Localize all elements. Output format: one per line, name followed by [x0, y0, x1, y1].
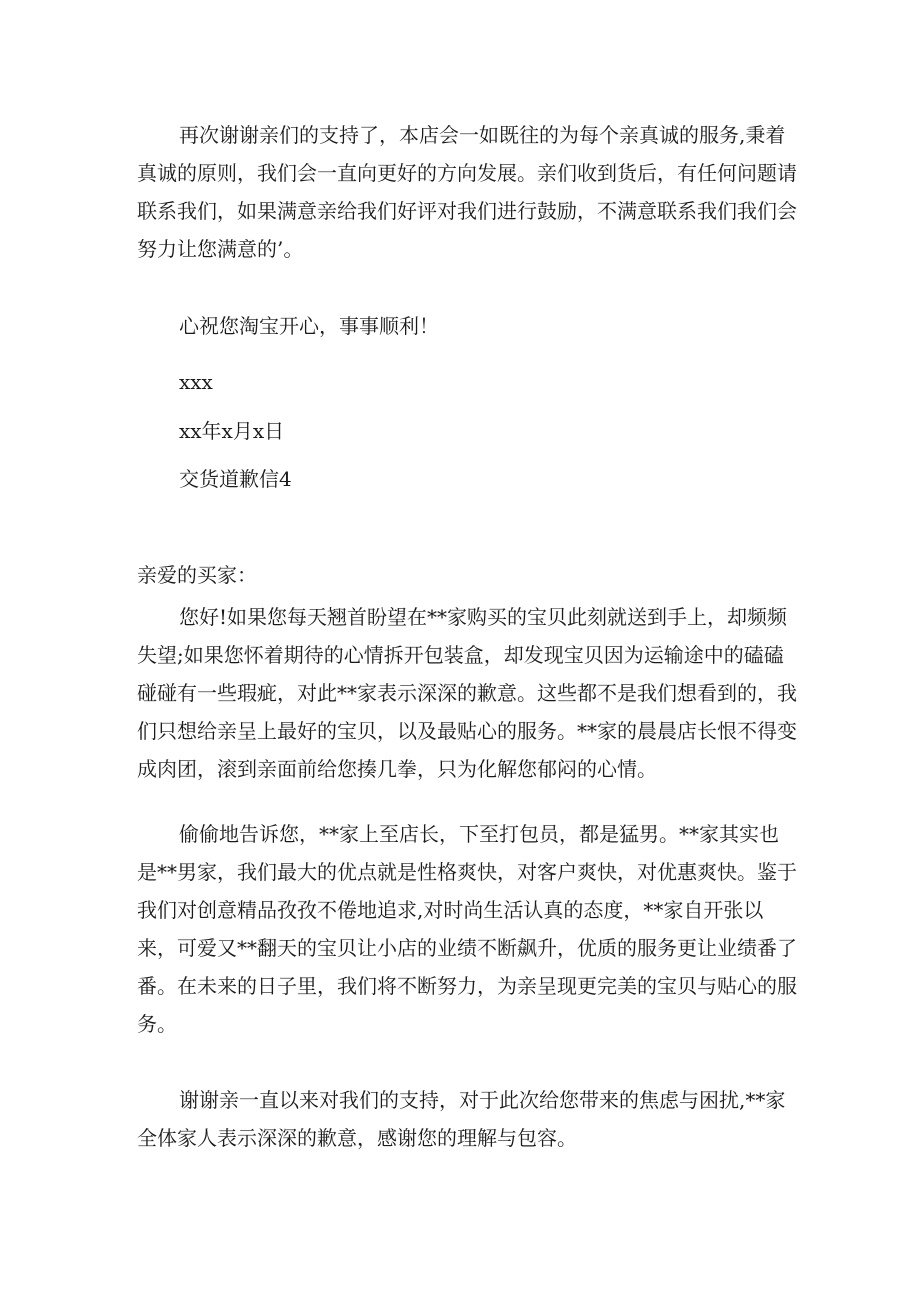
- paragraph-apology: 您好!如果您每天翘首盼望在**家购买的宝贝此刻就送到手上，却频频失望;如果您怀着期待的心情拆开包装盒，却发现宝贝因为运输途中的磕磕碰碰有一些瑕疵，对此**家表示深深的歉意。这些都不是我们想看到的，我们只想给亲呈上最好的宝贝，以及最贴心的服务。**家的晨晨店长恨不得变成肉团，滚到亲面前给您揍几拳，只为化解您郁闷的心情。: [137, 605, 797, 781]
- letter-greeting: 亲爱的买家：: [137, 563, 257, 587]
- paragraph-closing: 谢谢亲一直以来对我们的支持，对于此次给您带来的焦虑与困扰,**家全体家人表示深深的歉意，感谢您的理解与包容。: [137, 1088, 786, 1150]
- section-title: 交货道歉信4: [179, 467, 292, 491]
- paragraph-thanks: 再次谢谢亲们的支持了，本店会一如既往的为每个亲真诚的服务,秉着真诚的原则，我们会一直向更好的方向发展。亲们收到货后，有任何问题请联系我们，如果满意亲给我们好评对我们进行鼓励，不满意联系我们我们会努力让您满意的’。: [137, 123, 797, 261]
- signature-name: xxx: [179, 370, 213, 394]
- paragraph-wishes: 心祝您淘宝开心，事事顺利！: [179, 314, 439, 338]
- paragraph-about-store: 偷偷地告诉您，**家上至店长，下至打包员，都是猛男。**家其实也是**男家，我们最大的优点就是性格爽快，对客户爽快，对优惠爽快。鉴于我们对创意精品孜孜不倦地追求,对时尚生活认真的态度，**家自开张以来，可爱又**翻天的宝贝让小店的业绩不断飙升，优质的服务更让业绩番了番。在未来的日子里，我们将不断努力，为亲呈现更完美的宝贝与贴心的服务。: [137, 822, 797, 1036]
- signature-date: xx年x月x日: [179, 419, 285, 443]
